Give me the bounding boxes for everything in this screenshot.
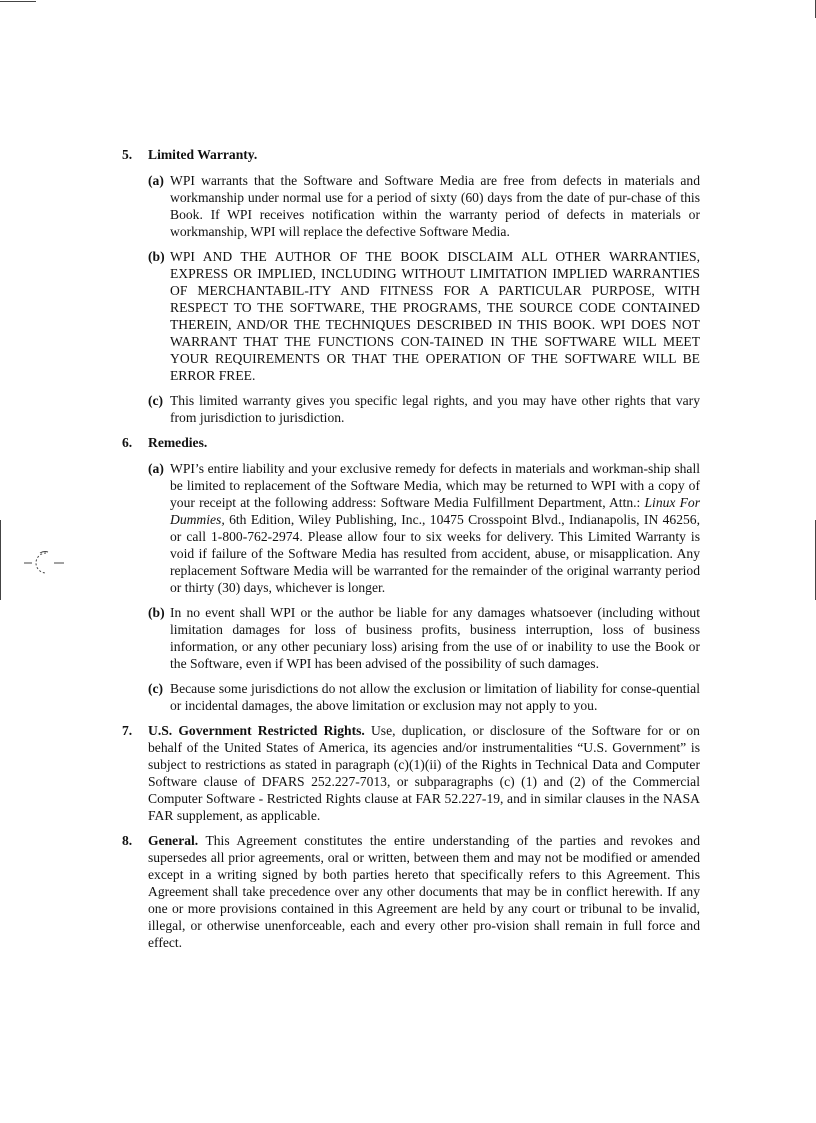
section-number: 8.	[122, 833, 133, 848]
section-text: Use, duplication, or disclosure of the Software for or on behalf of the United States of America, its agencies and/or instrumentalities “U.S. Government” is subject to restrictions as stated in paragraph (c)(1)(ii) of the Rights in Technical Data and Computer Software clause of DFARS 252.227-7013, or subparagraphs (c) (1) and (2) of the Commercial Computer Software - Restricted Rights clause at FAR 52.227-19, and in similar clauses in the NASA FAR supplement, as applicable.	[148, 723, 700, 823]
book-title: Linux For Dummies,	[170, 495, 700, 527]
section-general	[122, 832, 700, 951]
section-limited-warranty	[122, 146, 700, 426]
subsection-label: (a)	[148, 173, 164, 188]
license-text	[0, 146, 816, 951]
subsection	[148, 172, 700, 240]
section-title: Limited Warranty.	[148, 147, 258, 162]
subsection	[148, 604, 700, 672]
crop-mark-top-left	[0, 1, 36, 2]
subsection-label: (c)	[148, 681, 164, 696]
subsection-text: WPI warrants that the Software and Software Media are free from defects in materials and workmanship under normal use for a period of sixty (60) days from the date of pur-chase of this Book. If WPI receives notification within the warranty period of defects in materials or workmanship, WPI will replace the defective Software Media.	[170, 173, 700, 239]
section-title: General.	[148, 833, 199, 848]
subsection-text: This limited warranty gives you specific legal rights, and you may have other rights that vary from jurisdiction to jurisdiction.	[170, 393, 700, 425]
section-title: U.S. Government Restricted Rights.	[148, 723, 365, 738]
subsection-text-part: 6th Edition, Wiley Publishing, Inc., 10475 Crosspoint Blvd., Indianapolis, IN 46256, or call 1-800-762-2974. Please allow four to six weeks for delivery. This Limited Warranty is void if failure of the Software Media has resulted from accident, abuse, or misapplication. Any replacement Software Media will be warranted for the remainder of the original warranty period or thirty (30) days, whichever is longer.	[170, 512, 700, 595]
section-number: 6.	[122, 435, 133, 450]
subsection-label: (b)	[148, 249, 165, 264]
section-body	[148, 832, 700, 951]
section-body	[148, 722, 700, 824]
subsection-text: In no event shall WPI or the author be liable for any damages whatsoever (including without limitation damages for loss of business profits, business interruption, loss of business information, or any other pecuniary loss) arising from the use of or inability to use the Book or the Software, even if WPI has been advised of the possibility of such damages.	[170, 605, 700, 671]
section-number: 5.	[122, 147, 133, 162]
section-title: Remedies.	[148, 435, 208, 450]
subsection-text-part: WPI’s entire liability and your exclusive remedy for defects in materials and workman-ship shall be limited to replacement of the Software Media, which may be returned to WPI with a copy of your receipt at the following address: Software Media Fulfillment Department, Attn.:	[170, 461, 700, 510]
subsection-label: (b)	[148, 605, 165, 620]
subsection	[148, 460, 700, 596]
subsection-label: (c)	[148, 393, 164, 408]
subsection-text: Because some jurisdictions do not allow the exclusion or limitation of liability for conse-quential or incidental damages, the above limitation or exclusion may not apply to you.	[170, 681, 700, 713]
section-text: This Agreement constitutes the entire understanding of the parties and revokes and supersedes all prior agreements, oral or written, between them and may not be modified or amended except in a writing signed by both parties hereto that specifically refers to this Agreement. This Agreement shall take precedence over any other documents that may be in conflict herewith. If any one or more provisions contained in this Agreement are held by any court or tribunal to be invalid, illegal, or otherwise unenforceable, each and every other pro-vision shall remain in full force and effect.	[148, 833, 700, 950]
section-government-rights	[122, 722, 700, 824]
section-number: 7.	[122, 723, 133, 738]
subsection	[148, 392, 700, 426]
section-remedies	[122, 434, 700, 714]
subsection-text	[170, 461, 700, 595]
subsection	[148, 680, 700, 714]
subsection	[148, 248, 700, 384]
subsection-label: (a)	[148, 461, 164, 476]
subsection-text: WPI AND THE AUTHOR OF THE BOOK DISCLAIM ALL OTHER WARRANTIES, EXPRESS OR IMPLIED, INCLUDING WITHOUT LIMITATION IMPLIED WARRANTIES OF MERCHANTABIL-ITY AND FITNESS FOR A PARTICULAR PURPOSE, WITH RESPECT TO THE SOFTWARE, THE PROGRAMS, THE SOURCE CODE CONTAINED THEREIN, AND/OR THE TECHNIQUES DESCRIBED IN THIS BOOK. WPI DOES NOT WARRANT THAT THE FUNCTIONS CON-TAINED IN THE SOFTWARE WILL MEET YOUR REQUIREMENTS OR THAT THE OPERATION OF THE SOFTWARE WILL BE ERROR FREE.	[170, 249, 700, 383]
